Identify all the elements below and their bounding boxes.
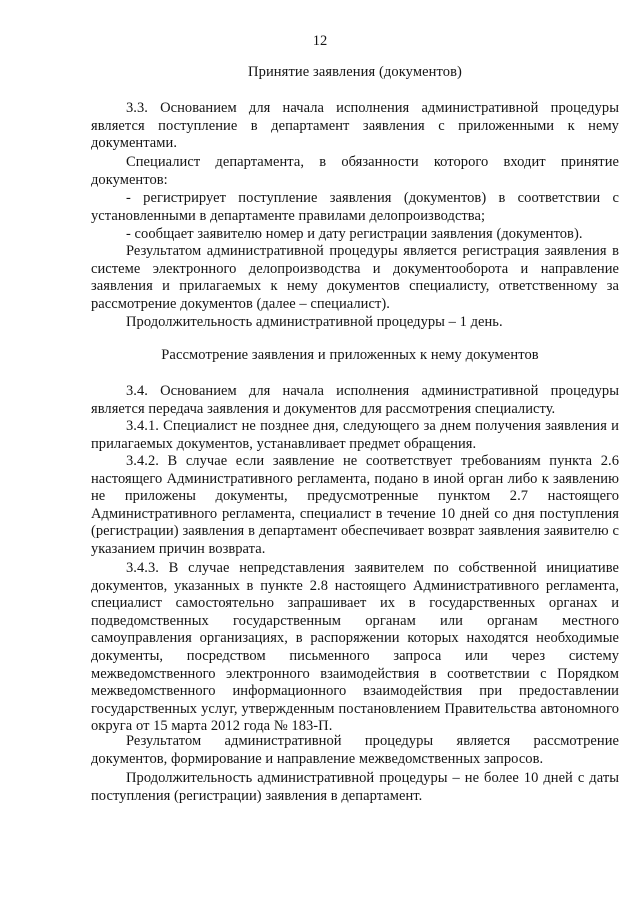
paragraph-3-4-1: 3.4.1. Специалист не позднее дня, следующего за днем получения заявления и прилагаемых документов, устанавливает предмет обращения. [91,418,619,452]
paragraph-3-3: 3.3. Основанием для начала исполнения административной процедуры является поступление в департамент заявления с приложенными к нему документами. [91,100,619,152]
paragraph-result-registration: Результатом административной процедуры является регистрация заявления в системе электронного делопроизводства и документооборота и направление заявления и прилагаемых к нему документов специалисту, ответственному за рассмотрение документов (далее – специалист). [91,243,619,312]
paragraph-specialist-duties: Специалист департамента, в обязанности которого входит принятие документов: [91,154,619,188]
paragraph-registers-receipt: - регистрирует поступление заявления (документов) в соответствии с установленными в департаменте правилами делопроизводства; [91,190,619,224]
paragraph-result-requests: Результатом административной процедуры является рассмотрение документов, формирование и направление межведомственных запросов. [91,733,619,767]
paragraph-3-4: 3.4. Основанием для начала исполнения административной процедуры является передача заявления и документов для рассмотрения специалисту. [91,383,619,417]
page-number: 12 [312,33,328,49]
section-heading-document-review: Рассмотрение заявления и приложенных к нему документов [161,347,539,363]
paragraph-informs-applicant: - сообщает заявителю номер и дату регистрации заявления (документов). [126,226,583,242]
paragraph-duration-10-days: Продолжительность административной процедуры – не более 10 дней с даты поступления (регистрации) заявления в департамент. [91,770,619,804]
paragraph-duration-1-day: Продолжительность административной процедуры – 1 день. [126,314,503,330]
paragraph-3-4-3: 3.4.3. В случае непредставления заявителем по собственной инициативе документов, указанных в пункте 2.8 настоящего Административного регламента, специалист самостоятельно запрашивает их в государственных органах и подведомственных государственным органам или органам местного самоуправления организациях, в распоряжении которых находятся необходимые документы, посредством письменного запроса или через систему межведомственного электронного взаимодействия в соответствии с Порядком межведомственного информационного взаимодействия при предоставлении государственных услуг, утвержденным постановлением Правительства автономного округа от 15 марта 2012 года № 183-П. [91,560,619,735]
section-heading-document-acceptance: Принятие заявления (документов) [248,64,462,80]
paragraph-3-4-2: 3.4.2. В случае если заявление не соответствует требованиям пункта 2.6 настоящего Административного регламента, подано в иной орган либо к заявлению не приложены документы, предусмотренные пунктом 2.7 настоящего Административного регламента, специалист в течение 10 дней со дня поступления (регистрации) заявления в департамент обеспечивает возврат заявления заявителю с указанием причин возврата. [91,453,619,557]
